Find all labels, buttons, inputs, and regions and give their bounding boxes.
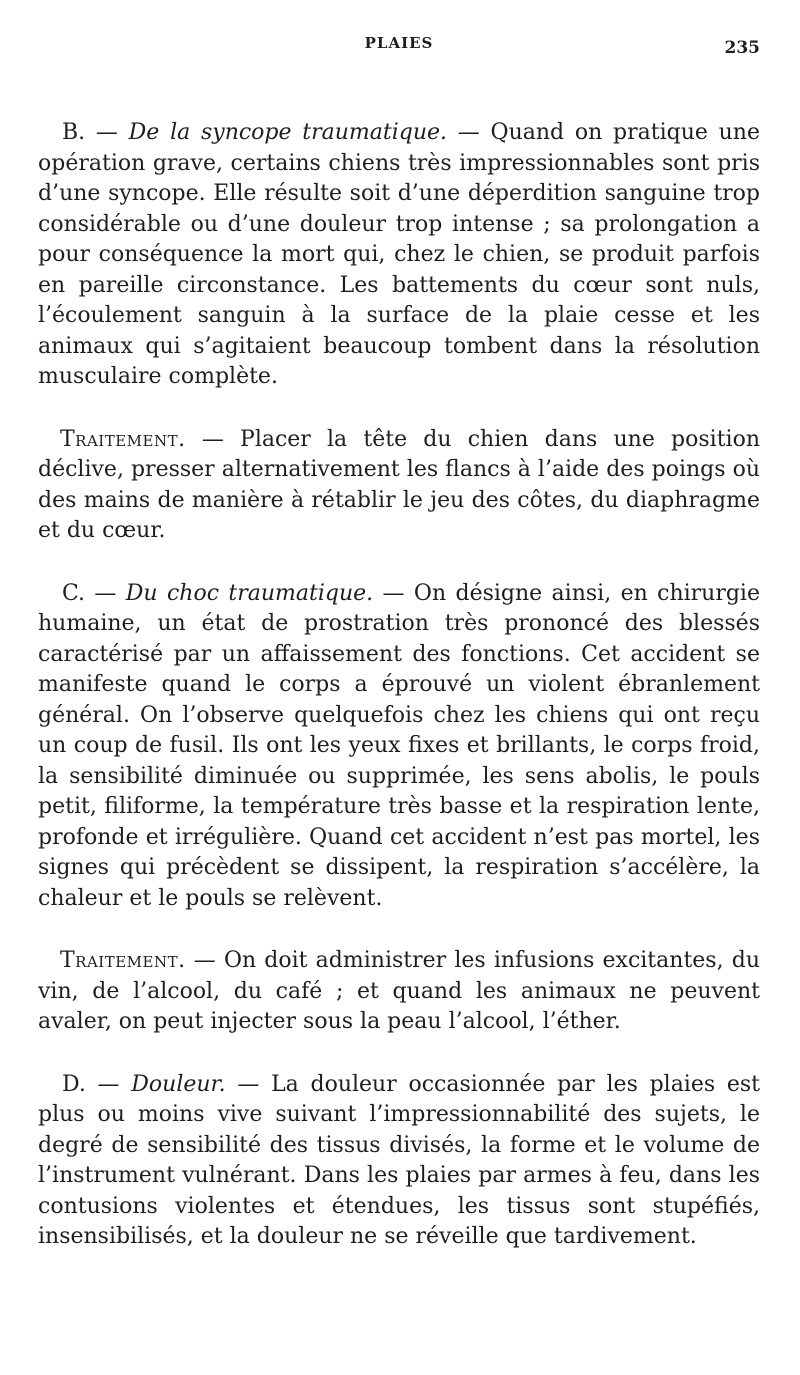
section-choc: [38, 579, 760, 915]
section-treatment-syncope: [38, 425, 760, 547]
paragraph-text: — Quand on pratique une opération grave, certains chiens très impressionnables sont pris d’une syncope. Elle résulte soit d’une déperdition sanguine trop considérable ou d’une douleur trop intense ; sa prolongation a pour conséquence la mort qui, chez le chien, se produit parfois en pareille circonstance. Les battements du cœur sont nuls, l’écoulement sanguin à la surface de la plaie cesse et les animaux qui s’agitaient beaucoup tombent dans la résolution musculaire complète.: [38, 120, 760, 389]
paragraph: [38, 118, 760, 393]
paragraph-text: — Placer la tête du chien dans une position déclive, presser alternativement les flancs à l’aide des poings où des mains de manière à rétablir le jeu des côtes, du diaphragme et du cœur.: [38, 426, 760, 543]
section-letter: D. —: [62, 1071, 120, 1097]
paragraph-text: — On doit administrer les infusions excitantes, du vin, de l’alcool, du café ; et quand les animaux ne peuvent avaler, on peut injecter sous la peau l’alcool, l’éther.: [38, 948, 760, 1034]
section-treatment-choc: [38, 946, 760, 1038]
paragraph: [38, 425, 760, 547]
paragraph: [38, 946, 760, 1038]
section-letter: B. —: [62, 120, 118, 145]
running-title: PLAIES: [364, 34, 434, 52]
section-title: De la syncope traumatique.: [128, 120, 448, 145]
paragraph-text: — On désigne ainsi, en chirurgie humaine, un état de prostration très prononcé des blessés caractérisé par un affaissement des fonctions. Cet accident se manifeste quand le corps a éprouvé un violent ébranlement général. On l’observe quelquefois chez les chiens qui ont reçu un coup de fusil. Ils ont les yeux fixes et brillants, le corps froid, la sensibilité diminuée ou supprimée, les sens abolis, le pouls petit, filiforme, la température très basse et la respiration lente, profonde et irrégulière. Quand cet accident n’est pas mortel, les signes qui précèdent se dissipent, la respiration s’accélère, la chaleur et le pouls se relèvent.: [38, 580, 760, 911]
section-title: Douleur.: [131, 1071, 226, 1097]
paragraph: [38, 579, 760, 915]
treatment-label: Traitement.: [60, 426, 186, 452]
page-number: 235: [724, 38, 760, 58]
running-head: [38, 32, 760, 68]
section-title: Du choc traumatique.: [125, 580, 374, 606]
section-douleur: [38, 1070, 760, 1253]
section-letter: C. —: [62, 580, 117, 606]
treatment-label: Traitement.: [60, 948, 186, 973]
paragraph: [38, 1070, 760, 1253]
section-syncope: [38, 118, 760, 393]
paragraph-text: — La douleur occasionnée par les plaies est plus ou moins vive suivant l’impressionnabilité des sujets, le degré de sensibilité des tissus divisés, la forme et le volume de l’instrument vulnérant. Dans les plaies par armes à feu, dans les contusions violentes et étendues, les tissus sont stupéfiés, insensibilisés, et la douleur ne se réveille que tardivement.: [38, 1071, 761, 1249]
